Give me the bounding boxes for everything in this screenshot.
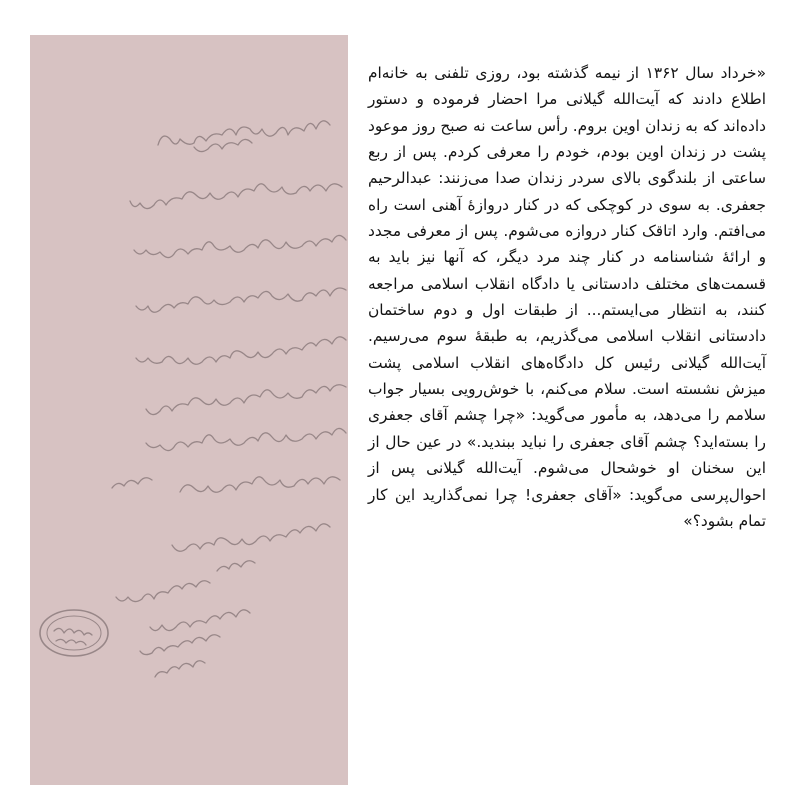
handwritten-letter-image (30, 35, 348, 785)
handwriting-stroke (158, 121, 330, 145)
handwriting-stroke (112, 478, 152, 488)
handwriting-stroke (140, 635, 220, 655)
seal-stamp-text (56, 639, 86, 645)
handwriting-illustration (30, 35, 348, 785)
handwriting-stroke (180, 477, 340, 492)
handwriting-stroke (136, 288, 346, 312)
handwriting-stroke (155, 661, 205, 677)
handwriting-stroke (172, 524, 330, 551)
handwriting-stroke (146, 428, 346, 450)
handwriting-stroke (130, 184, 342, 209)
handwriting-stroke (217, 561, 255, 571)
handwriting-stroke (150, 610, 250, 631)
seal-stamp-text (54, 628, 92, 635)
article-text: «خرداد سال ۱۳۶۲ از نیمه گذشته بود، روزی تلفنی به خانه‌ام اطلاع دادند که آیت‌الله گیلانی مرا احضار فرموده و دستور داده‌اند که به زندان اوین بروم. رأس ساعت نه صبح روز موعود پشت در زندان اوین بودم، خودم را معرفی کردم. پس از ربع ساعتی از بلندگوی بالای سردر زندان صدا می‌زنند: عبدالرحیم جعفری. به سوی در کوچکی که در کنار دروازهٔ آهنی است راه می‌افتم. وارد اتاقک کنار دروازه می‌شوم. پس از معرفی مجدد و ارائهٔ شناسنامه در کنار چند مرد دیگر، که آنها نیز باید به قسمت‌های مختلف دادستانی یا دادگاه انقلاب اسلامی مراجعه کنند، به انتظار می‌ایستم... از طبقات اول و دوم ساختمان دادستانی انقلاب اسلامی می‌گذریم، به طبقهٔ سوم می‌رسیم. آیت‌الله گیلانی رئیس کل دادگاه‌های انقلاب اسلامی پشت میزش نشسته است. سلام می‌کنم، با خوش‌رویی بسیار جواب سلامم را می‌دهد، به مأمور می‌گوید: «چرا چشم آقای جعفری را بسته‌اید؟ چشم آقای جعفری را نباید ببندید.» در عین حال از این سخنان او خوشحال می‌شوم. آیت‌الله گیلانی پس از احوال‌پرسی می‌گوید: «آقای جعفری! چرا نمی‌گذارید این کار تمام بشود؟» (368, 64, 766, 530)
handwriting-stroke (116, 581, 210, 602)
handwriting-stroke (194, 139, 252, 151)
handwriting-stroke (136, 337, 346, 364)
handwriting-stroke (146, 385, 346, 415)
handwriting-stroke (134, 235, 346, 257)
